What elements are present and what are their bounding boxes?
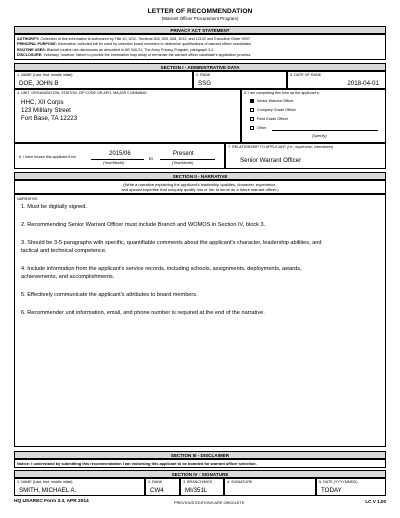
privacy-statement <box>14 34 386 60</box>
relationship-value: Senior Warrant Officer <box>240 157 302 164</box>
unit-field[interactable] <box>14 89 241 143</box>
signature-label: 4. SIGNATURE <box>227 480 253 484</box>
purpose-line: PRINCIPAL PURPOSE: Information collected will be used by selection board members to determine qualifications of warrant officer candidates. <box>17 42 252 47</box>
unit-label: 4. UNIT, ORGANIZATION, STATION, ZIP CODE OR APO, MAJOR COMMAND <box>17 91 147 95</box>
instruction-line-2: and special expertise that uniquely qualify him or her to serve as a future warrant officer.) <box>121 187 279 193</box>
relationship-label: 7. RELATIONSHIP TO APPLICANT (i.e., supervisor, interviewer) <box>228 145 334 149</box>
narrative-item-1: 1. Must be digitally signed. <box>21 204 87 210</box>
senior-warrant-officer-checkbox[interactable] <box>250 99 254 103</box>
disclosure-line: DISCLOSURE: Voluntary, however, failure to provide the information may delay or terminate the warrant officer candidate's application process. <box>17 53 252 58</box>
narrative-item-4: 4. Include information from the applicant's service records, including schools, assignments, deployments, awards, <box>21 266 302 272</box>
rank-label: 2. RANK <box>196 73 211 77</box>
known-from-underline <box>91 159 144 160</box>
section1-header: SECTION I - ADMINISTRATIVE DATA <box>14 63 386 71</box>
date-of-rank-field[interactable] <box>287 71 386 89</box>
completing-as-field <box>241 89 386 143</box>
form-title: LETTER OF RECOMMENDATION <box>147 8 253 15</box>
signature-field[interactable] <box>224 478 316 496</box>
signer-rank-field[interactable] <box>145 478 180 496</box>
narrative-item-4-cont: achievements, and accomplishments. <box>21 274 115 280</box>
privacy-header: PRIVACY ACT STATEMENT <box>14 26 386 34</box>
form-title-block <box>14 8 386 21</box>
other-checkbox[interactable] <box>250 126 254 130</box>
rank-value: SSG <box>198 80 212 87</box>
narrative-label: NARRATIVE <box>17 197 38 201</box>
section4-header: SECTION IV - SIGNATURE <box>14 470 386 478</box>
specify-label: (Specify) <box>312 134 327 138</box>
narrative-item-3-cont: tactical and technical competence. <box>21 248 107 254</box>
senior-warrant-officer-label: Senior Warrant Officer <box>257 99 294 103</box>
field-grade-officer-checkbox[interactable] <box>250 117 254 121</box>
known-period-field <box>14 143 225 169</box>
company-grade-officer-checkbox[interactable] <box>250 108 254 112</box>
date-of-rank-value: 2018-04-01 <box>347 80 379 87</box>
editions-notice: PREVIOUS EDITIONS ARE OBSOLETE <box>174 500 245 505</box>
known-label: 6. I have known this applicant from <box>19 155 76 159</box>
signer-rank-label: 2. RANK <box>148 480 163 484</box>
relationship-field[interactable] <box>225 143 386 169</box>
form-version: LC V 1.00 <box>365 499 386 504</box>
known-from-hint: (Year/Month) <box>103 161 125 165</box>
unit-line-3: Fort Base, TA 12223 <box>21 115 78 122</box>
known-to-value[interactable]: Present <box>173 151 194 157</box>
other-specify-input[interactable] <box>272 130 378 131</box>
form-id: HQ USAREC Form 3.3, APR 2014 <box>14 499 89 504</box>
branch-mos-field[interactable] <box>180 478 224 496</box>
known-from-value[interactable]: 2015/06 <box>109 151 131 157</box>
name-field[interactable] <box>14 71 193 89</box>
signer-rank-value: CW4 <box>150 487 164 494</box>
name-label: 1. NAME (Last, first, middle initial) <box>17 73 73 77</box>
authority-line: AUTHORITY: Collection of this information is authorized by Title 10, USC, Sections 503, 505, 508, 3013, and 12102 and Executive Order 9397. <box>17 37 251 41</box>
disclaimer-notice: Notice: I understand by submitting this recommendation I am endorsing this applicant to be boarded for warrant officer selection. <box>14 459 386 468</box>
rank-field[interactable] <box>193 71 287 89</box>
signer-name-value: SMITH, MICHAEL A. <box>19 487 77 494</box>
narrative-textarea[interactable] <box>14 194 386 447</box>
branch-mos-label: 3. BRANCH/MOS <box>183 480 213 484</box>
known-to-hint: (Year/Month) <box>172 161 194 165</box>
other-label: Other <box>257 126 267 130</box>
date-of-rank-label: 3. DATE OF RANK <box>290 73 322 77</box>
signature-date-label: 5. DATE (YYYYMMDD) <box>319 480 358 484</box>
narrative-item-6: 6. Recommender unit information, email, and phone number is required at the end of the narrative. <box>21 310 265 316</box>
narrative-item-3: 3. Should be 3-5 paragraphs with specific, quantifiable comments about the applicant's character, leadership abilities, and <box>21 240 322 246</box>
routine-line: ROUTINE USES: Blanket routine use disclosures as described in AR 340-21, The Army Privacy Program, paragraph 3-2. <box>17 47 215 52</box>
section2-header: SECTION II - NARRATIVE <box>14 172 386 180</box>
signer-name-field[interactable] <box>14 478 145 496</box>
form-subtitle: (Warrant Officer Procurement Program) <box>161 16 239 21</box>
signature-date-field[interactable] <box>316 478 386 496</box>
branch-mos-value: MI/351L <box>185 487 208 494</box>
narrative-item-2: 2. Recommending Senior Warrant Officer must include Branch and WOMOS in Section IV, block 3. <box>21 222 266 228</box>
instruction-line-1: (Write a narrative explaining the applicant's leadership qualities, character, experience, <box>123 182 277 187</box>
signature-date-value: TODAY <box>321 487 342 494</box>
narrative-item-5: 5. Effectively communicate the applicant's attributes to board members. <box>21 292 198 298</box>
unit-line-1: HHC, XII Corps <box>21 99 64 106</box>
to-label: to <box>149 156 153 161</box>
field-grade-officer-label: Field Grade Officer <box>257 117 289 121</box>
name-value: DOE, JOHN B <box>19 80 59 87</box>
unit-line-2: 123 Military Street <box>21 107 71 114</box>
narrative-instructions <box>14 180 386 194</box>
signer-name-label: 1. NAME (Last, first, middle initial) <box>17 480 73 484</box>
section3-header: SECTION III - DISCLAIMER <box>14 451 386 459</box>
company-grade-officer-label: Company Grade Officer <box>257 108 296 112</box>
letter-of-recommendation-form <box>14 8 386 510</box>
completing-as-label: 5. I am completing this form as the applicant's: <box>244 91 320 95</box>
known-to-underline <box>160 159 215 160</box>
